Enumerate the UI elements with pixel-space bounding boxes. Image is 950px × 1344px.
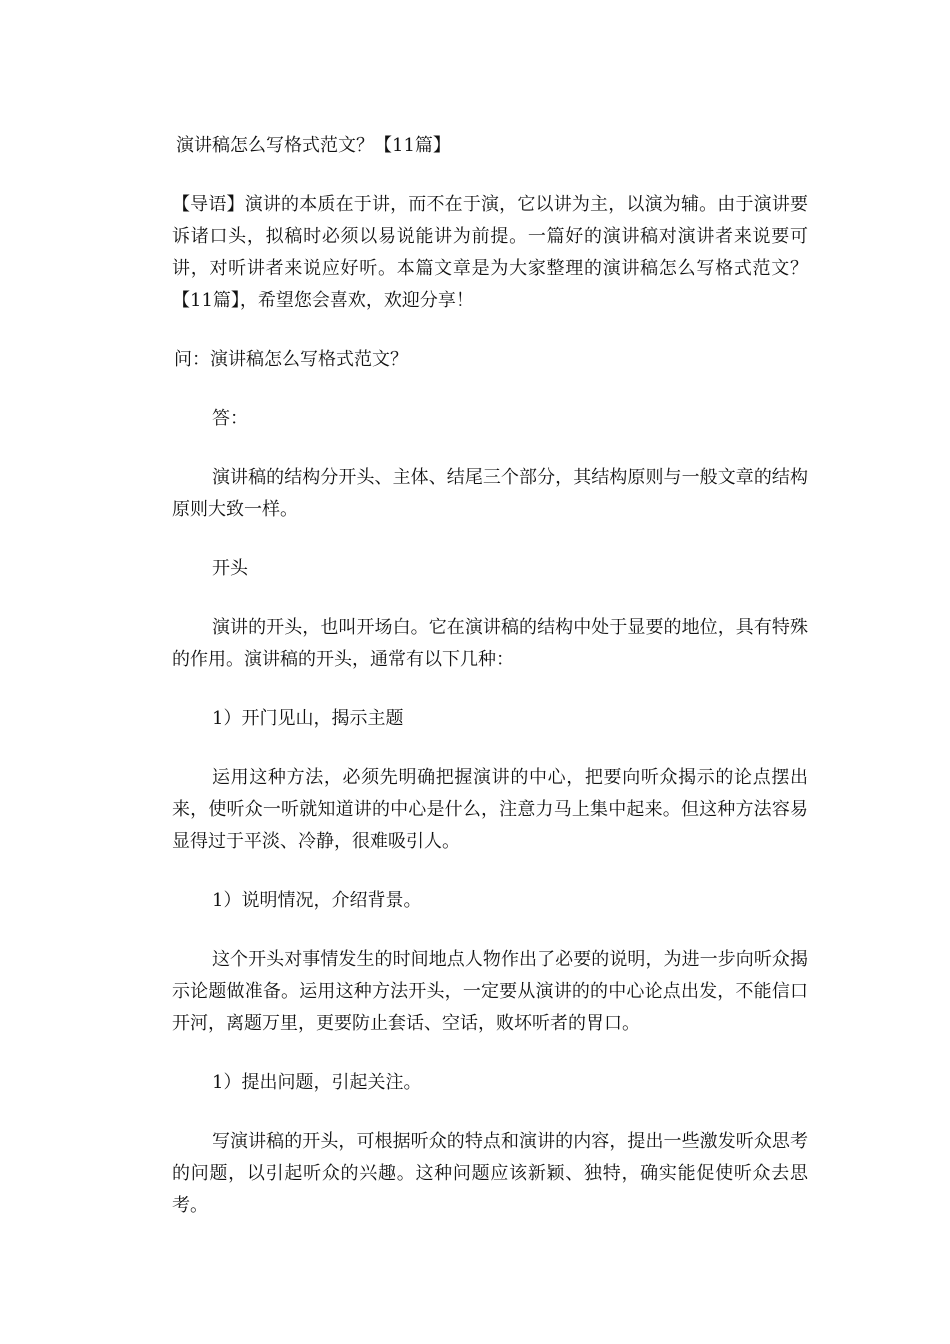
opening-paragraph: 演讲的开头，也叫开场白。它在演讲稿的结构中处于显要的地位，具有特殊的作用。演讲稿的开头，通常有以下几种： bbox=[172, 617, 808, 670]
item2-body: 这个开头对事情发生的时间地点人物作出了必要的说明，为进一步向听众揭示论题做准备。运用这种方法开头，一定要从演讲的的中心论点出发，不能信口开河，离题万里，更要防止套话、空话，败坏听者的胃口。 bbox=[172, 949, 808, 1034]
item1-title: 1）开门见山，揭示主题 bbox=[212, 708, 404, 729]
item3-title: 1）提出问题，引起关注。 bbox=[212, 1072, 422, 1093]
structure-paragraph: 演讲稿的结构分开头、主体、结尾三个部分，其结构原则与一般文章的结构原则大致一样。 bbox=[172, 467, 808, 520]
opening-heading: 开头 bbox=[212, 558, 248, 579]
document-body bbox=[172, 130, 808, 1249]
lead-paragraph: 【导语】演讲的本质在于讲，而不在于演，它以讲为主，以演为辅。由于演讲要诉诸口头，拟稿时必须以易说能讲为前提。一篇好的演讲稿对演讲者来说要可讲，对听讲者来说应好听。本篇文章是为大家整理的演讲稿怎么写格式范文？【11篇】，希望您会喜欢，欢迎分享！ bbox=[172, 194, 808, 311]
item2-title: 1）说明情况，介绍背景。 bbox=[212, 890, 422, 911]
item1-body: 运用这种方法，必须先明确把握演讲的中心，把要向听众揭示的论点摆出来，使听众一听就知道讲的中心是什么，注意力马上集中起来。但这种方法容易显得过于平淡、冷静，很难吸引人。 bbox=[172, 767, 808, 852]
question-line: 问：演讲稿怎么写格式范文？ bbox=[174, 349, 408, 370]
document-title: 演讲稿怎么写格式范文？【11篇】 bbox=[176, 135, 451, 156]
answer-label: 答： bbox=[212, 408, 248, 429]
item3-body: 写演讲稿的开头，可根据听众的特点和演讲的内容，提出一些激发听众思考的问题，以引起听众的兴趣。这种问题应该新颖、独特，确实能促使听众去思考。 bbox=[172, 1131, 808, 1216]
